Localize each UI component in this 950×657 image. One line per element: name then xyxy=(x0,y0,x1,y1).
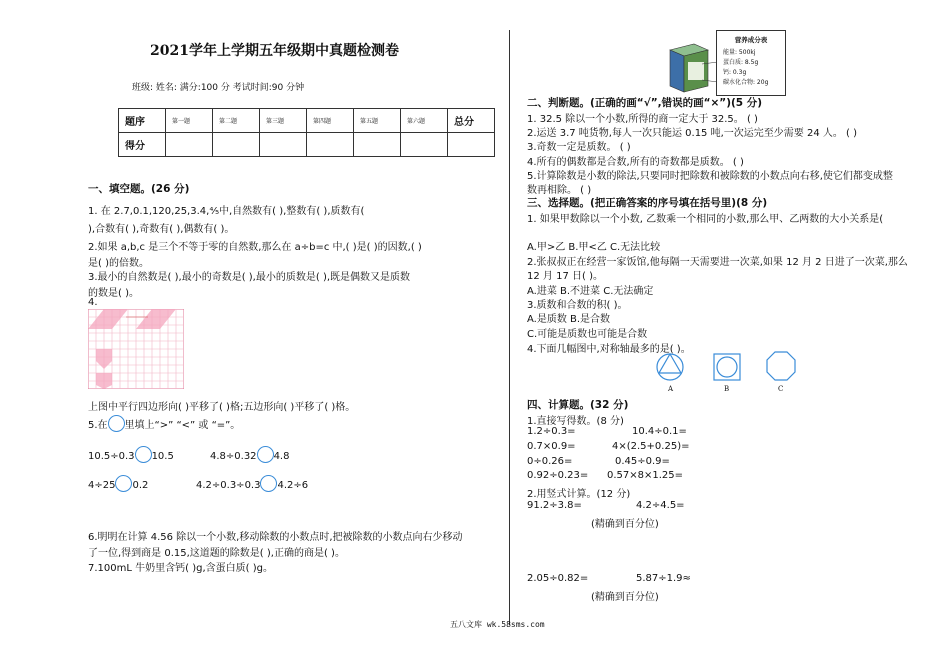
calc-item: 10.4÷0.1= xyxy=(632,426,687,437)
compare-left: 4.2÷0.3÷0.3 xyxy=(196,480,261,491)
nutrition-row: 蛋白质: 8.5g xyxy=(723,59,759,66)
vertical-calc-item: 5.87÷1.9≈ xyxy=(636,573,691,584)
choice-2-line-2: 12 月 17 日( )。 xyxy=(527,271,603,282)
calc-item: 0.7×0.9= xyxy=(527,441,576,452)
calc-item: 0÷0.26= xyxy=(527,456,573,467)
table-cell xyxy=(307,133,354,157)
answer-circle xyxy=(135,446,152,463)
compare-left: 4.8÷0.32 xyxy=(210,451,257,462)
calc-item: 0.92÷0.23= xyxy=(527,470,589,481)
score-table-header-row xyxy=(119,109,495,133)
compare-right: 4.2÷6 xyxy=(277,480,309,491)
calc-item: 4×(2.5+0.25)= xyxy=(612,441,690,452)
choice-3-options-ab: A.是质数 B.是合数 xyxy=(527,314,611,325)
precision-note: (精确到百分位) xyxy=(591,519,659,530)
vertical-calc-item: 91.2÷3.8= xyxy=(527,500,582,511)
table-cell: 第四题 xyxy=(307,109,354,133)
precision-note: (精确到百分位) xyxy=(591,592,659,603)
section-calculation-title: 四、计算题。(32 分) xyxy=(527,399,629,411)
judge-5-line-1: 5.计算除数是小数的除法,只要同时把除数和被除数的小数点向右移,使它们都变成整 xyxy=(527,171,893,182)
answer-circle xyxy=(257,446,274,463)
table-cell xyxy=(260,133,307,157)
question-3-line-1: 3.最小的自然数是( ),最小的奇数是( ),最小的质数是( ),既是偶数又是质数 xyxy=(88,272,411,283)
calc-item: 0.57×8×1.25= xyxy=(607,470,684,481)
question-2-line-1: 2.如果 a,b,c 是三个不等于零的自然数,那么在 a÷b=c 中,( )是( )的因数,( ) xyxy=(88,242,422,253)
table-cell: 得分 xyxy=(119,133,166,157)
calc-part-1-title: 1.直接写得数。(8 分) xyxy=(527,416,624,427)
compare-item xyxy=(88,446,174,463)
question-7: 7.100mL 牛奶里含钙( )g,含蛋白质( )g。 xyxy=(88,563,273,574)
question-2-line-2: 是( )的倍数。 xyxy=(88,258,149,269)
table-cell xyxy=(401,133,448,157)
compare-left: 10.5÷0.3 xyxy=(88,451,135,462)
score-table-score-row xyxy=(119,133,495,157)
table-cell: 第一题 xyxy=(166,109,213,133)
choice-2-line-1: 2.张叔叔正在经营一家饭馆,他每隔一天需要进一次菜,如果 12 月 2 日进了一次菜,那么 xyxy=(527,257,908,268)
calc-item: 1.2÷0.3= xyxy=(527,426,576,437)
score-table xyxy=(118,108,495,157)
choice-2-options: A.进菜 B.不进菜 C.无法确定 xyxy=(527,286,654,297)
shape-label-a: A xyxy=(668,385,674,393)
translation-grid-figure xyxy=(88,309,184,389)
table-cell: 第六题 xyxy=(401,109,448,133)
choice-3-option-c: C.可能是质数也可能是合数 xyxy=(527,329,648,340)
table-cell: 第三题 xyxy=(260,109,307,133)
shape-label-c: C xyxy=(778,385,784,393)
choice-1-options: A.甲>乙 B.甲<乙 C.无法比较 xyxy=(527,242,661,253)
question-6-line-1: 6.明明在计算 4.56 除以一个小数,移动除数的小数点时,把被除数的小数点向右少移动 xyxy=(88,532,463,543)
nutrition-title: 营养成分表 xyxy=(734,36,768,44)
question-1-line-1: 1. 在 2.7,0.1,120,25,3.4,⅘中,自然数有( ),整数有( ),质数有( xyxy=(88,206,365,217)
judge-4: 4.所有的偶数都是合数,所有的奇数都是质数。 ( ) xyxy=(527,157,744,168)
table-cell: 总分 xyxy=(448,109,495,133)
answer-circle xyxy=(115,475,132,492)
shape-label-b: B xyxy=(724,385,730,393)
compare-item xyxy=(196,475,308,492)
table-cell: 第五题 xyxy=(354,109,401,133)
question-4-number: 4. xyxy=(88,297,98,308)
judge-3: 3.奇数一定是质数。 ( ) xyxy=(527,142,631,153)
vertical-calc-item: 2.05÷0.82= xyxy=(527,573,589,584)
judge-5-line-2: 数再相除。 ( ) xyxy=(527,185,592,196)
nutrition-row: 碳水化合物: 20g xyxy=(723,79,769,86)
question-1-line-2: ),合数有( ),奇数有( ),偶数有( )。 xyxy=(88,224,235,235)
compare-right: 0.2 xyxy=(132,480,149,491)
shape-a-triangle-in-circle xyxy=(655,352,685,382)
table-cell xyxy=(213,133,260,157)
judge-1: 1. 32.5 除以一个小数,所得的商一定大于 32.5。 ( ) xyxy=(527,114,758,125)
footer-watermark: 五八文库 wk.58sms.com xyxy=(450,620,545,629)
compare-right: 4.8 xyxy=(273,451,290,462)
table-cell xyxy=(166,133,213,157)
table-cell xyxy=(448,133,495,157)
choice-4: 4.下面几幅图中,对称轴最多的是( )。 xyxy=(527,344,691,355)
nutrition-row: 能量: 500kj xyxy=(723,49,756,56)
nutrition-table xyxy=(716,30,786,96)
exam-info: 班级: 姓名: 满分:100 分 考试时间:90 分钟 xyxy=(132,83,305,93)
page-title: 2021学年上学期五年级期中真题检测卷 xyxy=(150,43,399,59)
question-5 xyxy=(88,415,240,432)
compare-right: 10.5 xyxy=(151,451,174,462)
column-divider xyxy=(509,30,510,625)
compare-left: 4÷25 xyxy=(88,480,116,491)
shape-c-octagon xyxy=(765,350,797,384)
judge-2: 2.运送 3.7 吨货物,每人一次只能运 0.15 吨,一次运完至少需要 24 人。 ( ) xyxy=(527,128,858,139)
choice-1: 1. 如果甲数除以一个小数, 乙数乘一个相同的小数,那么甲、乙两数的大小关系是( xyxy=(527,214,884,225)
question-6-line-2: 了一位,得到商是 0.15,这道题的除数是( ),正确的商是( )。 xyxy=(88,548,345,559)
vertical-calc-item: 4.2÷4.5= xyxy=(636,500,685,511)
calc-part-2-title: 2.用竖式计算。(12 分) xyxy=(527,489,631,500)
table-cell xyxy=(354,133,401,157)
table-cell: 第二题 xyxy=(213,109,260,133)
table-cell: 题序 xyxy=(119,109,166,133)
compare-item xyxy=(88,475,148,492)
shape-b-circle-in-square xyxy=(712,352,742,382)
section-choice-title: 三、选择题。(把正确答案的序号填在括号里)(8 分) xyxy=(527,197,768,209)
question-5-suffix: 里填上“>” “<” 或 “=”。 xyxy=(124,420,241,431)
nutrition-row: 钙: 0.3g xyxy=(723,69,747,76)
choice-3: 3.质数和合数的积( )。 xyxy=(527,300,628,311)
question-4-text: 上图中平行四边形向( )平移了( )格;五边形向( )平移了( )格。 xyxy=(88,402,356,413)
section-true-false-title: 二、判断题。(正确的画“√”,错误的画“×”)(5 分) xyxy=(527,97,763,109)
calc-item: 0.45÷0.9= xyxy=(615,456,670,467)
section-fill-blank-title: 一、填空题。(26 分) xyxy=(88,183,190,195)
question-5-prefix: 5.在 xyxy=(88,420,108,431)
compare-item xyxy=(210,446,289,463)
answer-circle xyxy=(260,475,277,492)
question-3-line-2: 的数是( )。 xyxy=(88,288,139,299)
answer-circle xyxy=(108,415,125,432)
